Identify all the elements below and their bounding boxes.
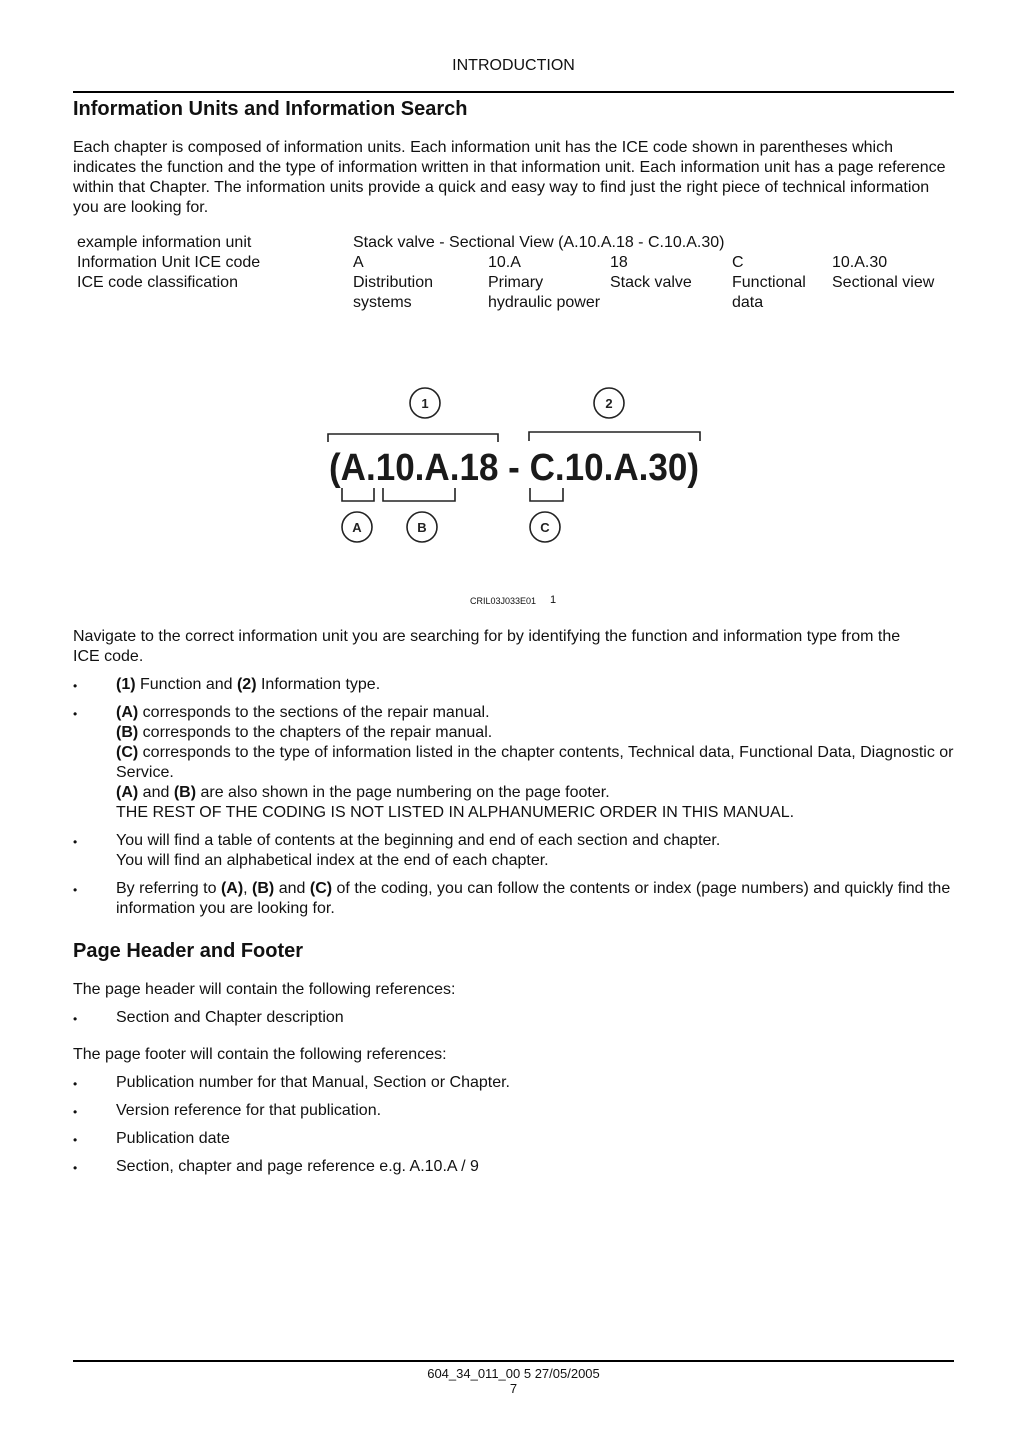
item-text: of the coding, you can follow the contents or index (page numbers) and quickly find the information you are looking for. (116, 880, 951, 917)
key-b: (B) (116, 724, 139, 741)
bracket-c (530, 488, 563, 501)
callout-label-c: C (540, 520, 550, 535)
key-b: (B) (173, 784, 197, 801)
ice-explanation-list (73, 675, 954, 919)
table-cell: C (732, 254, 744, 271)
bracket-information-type (529, 432, 700, 441)
table-cell: 10.A (488, 254, 521, 271)
key-1: (1) (116, 676, 136, 693)
footer-rule (73, 1360, 954, 1362)
section-heading-page-header-footer: Page Header and Footer (73, 940, 304, 962)
callout-label-a: A (352, 520, 362, 535)
list-item: • Section and Chapter description (73, 1008, 954, 1028)
key-a: (A) (116, 784, 139, 801)
table-label: Information Unit ICE code (77, 254, 261, 271)
item-text: • You will find a table of contents at the beginning and end of each section and chapter. (116, 832, 721, 849)
list-item: • Version reference for that publication. (73, 1101, 954, 1121)
footer-intro: The page footer will contain the following references: (73, 1046, 447, 1063)
item-text: and (138, 784, 174, 801)
callout-label-2: 2 (605, 396, 613, 411)
document-page (73, 0, 954, 1449)
bracket-a (342, 488, 374, 501)
list-item: • Publication number for that Manual, Section or Chapter. (73, 1073, 954, 1093)
caps-note: THE REST OF THE CODING IS NOT LISTED IN ALPHANUMERIC ORDER IN THIS MANUAL. (116, 804, 795, 821)
table-cell: Sectional view (832, 274, 935, 291)
publication-reference: 604_34_011_00 5 27/05/2005 (427, 1366, 600, 1381)
table-cell: Stack valve (610, 274, 692, 291)
table-cell: Functional data (732, 274, 806, 311)
list-item (73, 879, 954, 919)
list-item (73, 675, 954, 695)
header-items-list (73, 1008, 954, 1028)
bracket-b (383, 488, 455, 501)
ice-code-figure (73, 0, 954, 620)
list-item (73, 703, 954, 823)
table-cell: 10.A.30 (832, 254, 888, 271)
key-a: (A) (220, 880, 244, 897)
item-text: You will find an alphabetical index at the end of each chapter. (116, 852, 549, 869)
table-cell: 18 (610, 254, 628, 271)
page-number: 7 (509, 1381, 518, 1396)
item-text: and (274, 880, 310, 897)
item-text: By referring to (116, 880, 221, 897)
table-label: ICE code classification (77, 274, 238, 291)
table-cell: Distribution systems (353, 274, 434, 311)
running-header-title: INTRODUCTION (452, 57, 575, 74)
key-a: (A) (116, 704, 139, 721)
list-item: • Section, chapter and page reference e.g. A.10.A / 9 (73, 1157, 954, 1177)
figure-caption: CRIL03J033E01 (470, 596, 537, 606)
callout-label-1: 1 (421, 396, 429, 411)
navigate-paragraph: Navigate to the correct information unit you are searching for by identifying the function and information type from the ICE code. (73, 628, 901, 665)
footer-items-list (73, 1073, 954, 1177)
intro-paragraph: Each chapter is composed of information units. Each information unit has the ICE code shown in parentheses which indicates the function and the type of information written in that information unit. Each information unit has a page reference within that Chapter. The information units provide a quick and easy way to find just the right piece of technical information you are looking for. (73, 139, 946, 216)
item-text: , (243, 880, 253, 897)
item-text: corresponds to the type of information listed in the chapter contents, Technical data, Functional Data, Diagnostic or Service. (116, 744, 954, 781)
key-2: (2) (236, 676, 257, 693)
section-heading-information-units: Information Units and Information Search (73, 98, 468, 120)
callout-label-b: B (417, 520, 427, 535)
table-cell: Primary hydraulic power (488, 274, 601, 311)
key-c: (C) (116, 744, 139, 761)
item-text: corresponds to the sections of the repair manual. (138, 704, 490, 721)
item-text: corresponds to the chapters of the repair manual. (138, 724, 493, 741)
item-text: Information type. (256, 676, 381, 693)
key-b: (B) (252, 880, 275, 897)
table-label: example information unit (77, 234, 252, 251)
table-cell: A (353, 254, 364, 271)
example-unit-value: Stack valve - Sectional View (A.10.A.18 - C.10.A.30) (353, 234, 725, 251)
figure-number: 1 (550, 594, 557, 606)
bracket-function (328, 434, 498, 442)
ice-code-graphic-text: (A.10.A.18 - C.10.A.30) (329, 447, 699, 489)
header-intro: The page header will contain the following references: (73, 981, 456, 998)
list-item: • Publication date (73, 1129, 954, 1149)
page-footer (73, 1366, 954, 1396)
key-c: (C) (309, 880, 333, 897)
item-text: are also shown in the page numbering on the page footer. (196, 784, 610, 801)
item-text: Function and (135, 676, 237, 693)
list-item (73, 831, 954, 871)
